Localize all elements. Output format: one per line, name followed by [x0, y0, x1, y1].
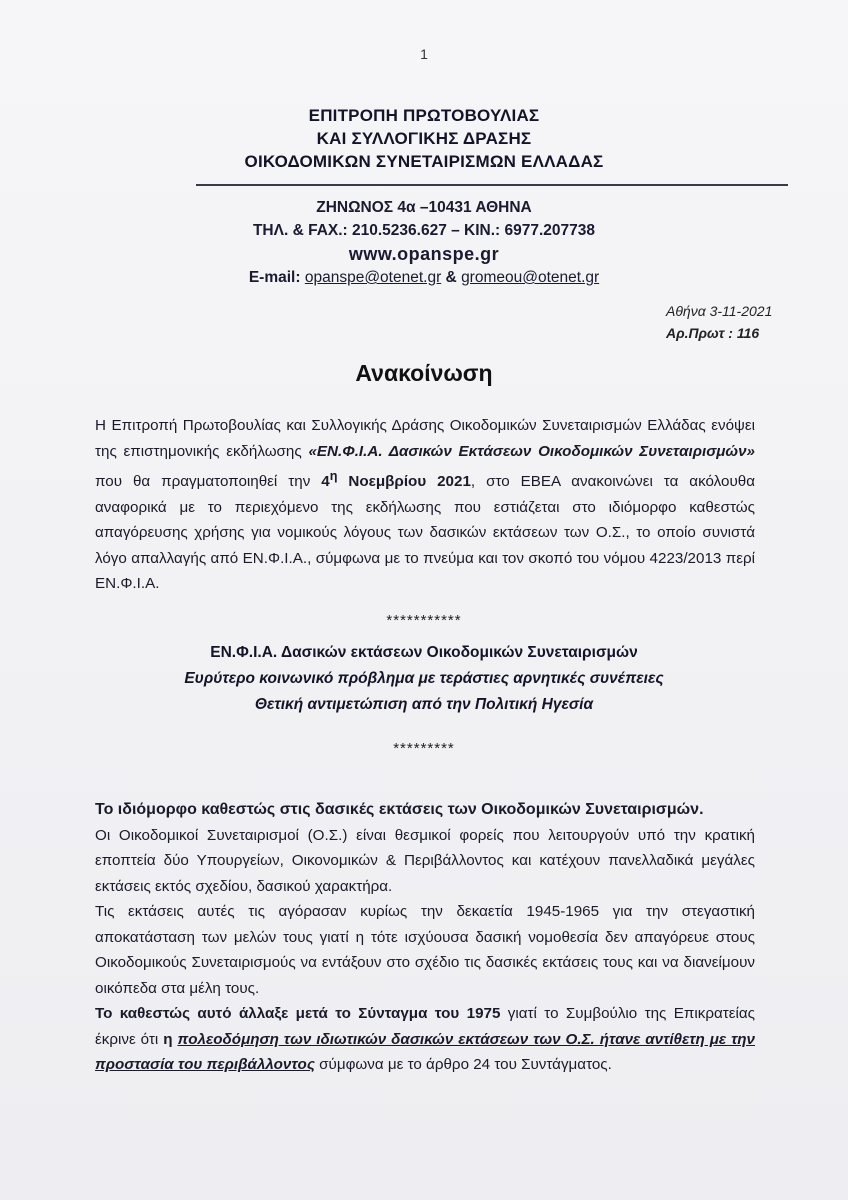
email-link-1[interactable]: opanspe@otenet.gr	[304, 269, 442, 286]
event-date	[321, 469, 471, 491]
document-date: Αθήνα 3-11-2021	[666, 303, 773, 319]
email-line	[0, 266, 848, 290]
org-name-line-2: ΚΑΙ ΣΥΛΛΟΓΙΚΗΣ ΔΡΑΣΗΣ	[316, 129, 532, 148]
para3-end: σύμφωνα με το άρθρο 24 του Συντάγματος.	[314, 1056, 612, 1073]
page-number: 1	[420, 46, 428, 62]
para3-underlined: πολεοδόμηση των ιδιωτικών δασικών εκτάσεων των Ο.Σ. ήτανε αντίθετη με την προστασία του περιβάλλοντος	[95, 1030, 755, 1073]
event-date-sup: η	[329, 469, 338, 483]
section-paragraph-2: Τις εκτάσεις αυτές τις αγόρασαν κυρίως την δεκαετία 1945-1965 για την στεγαστική αποκατάσταση των μελών τους γιατί η τότε ισχύουσα δασική νομοθεσία δεν απαγόρευε στους Οικοδομικούς Συνεταιρισμούς να εντάξουν στο σχέδιο τις δασικές εκτάσεις τους και να διανείμουν οικόπεδα στα μέλη τους.	[95, 903, 755, 997]
para3-h: η	[163, 1030, 178, 1048]
section-block	[95, 797, 755, 1078]
section-heading: Το ιδιόμορφο καθεστώς στις δασικές εκτάσεις των Οικοδομικών Συνεταιρισμών.	[95, 801, 704, 818]
para3-mid: γιατί το Συμβούλιο της Επικρατείας έκρινε ότι	[95, 1005, 755, 1048]
phone-fax: ΤΗΛ. & FAX.: 210.5236.627 – ΚΙΝ.: 6977.207738	[252, 222, 596, 239]
address: ΖΗΝΩΝΟΣ 4α –10431 ΑΘΗΝΑ	[316, 199, 532, 216]
organization-header	[0, 104, 848, 173]
event-date-day: 4	[321, 473, 330, 491]
org-name-line-3: ΟΙΚΟΔΟΜΙΚΩΝ ΣΥΝΕΤΑΙΡΙΣΜΩΝ ΕΛΛΑΔΑΣ	[244, 152, 604, 171]
event-name: «ΕΝ.Φ.Ι.Α. Δασικών Εκτάσεων Οικοδομικών Συνεταιρισμών»	[308, 442, 755, 460]
email-separator: &	[445, 269, 457, 286]
intro-text-1: Η Επιτροπή Πρωτοβουλίας και Συλλογικής Δράσης Οικοδομικών Συνεταιρισμών Ελλάδας ενόψει της επιστημονικής εκδήλωσης	[95, 417, 755, 460]
section-paragraph-1: Οι Οικοδομικοί Συνεταιρισμοί (Ο.Σ.) είναι θεσμικοί φορείς που λειτουργούν υπό την κρατική εποπτεία δύο Υπουργείων, Οικονομικών & Περιβάλλοντος και κατέχουν πανελλαδικά μεγάλες εκτάσεις εκτός σχεδίου, δασικού χαρακτήρα.	[95, 826, 755, 895]
intro-text-2: που θα πραγματοποιηθεί την	[95, 473, 322, 491]
website[interactable]: www.opanspe.gr	[348, 244, 500, 264]
subtitle-line-3: Θετική αντιμετώπιση από την Πολιτική Ηγεσία	[254, 696, 594, 713]
intro-text-3: , στο ΕΒΕΑ ανακοινώνει τα ακόλουθα αναφορικά με το περιεχόμενο της εκδήλωσης που εστιάζεται στο ιδιόμορφο καθεστώς απαγόρευσης χρήσης για νομικούς λόγους των δασικών εκτάσεων των Ο.Σ., το οποίο συνιστά λόγο απαλλαγής από ΕΝ.Φ.Ι.Α., σύμφωνα με το πνεύμα και τον σκοπό του νόμου 4223/2013 περί ΕΝ.Φ.Ι.Α.	[95, 473, 755, 593]
org-name-line-1: ΕΠΙΤΡΟΠΗ ΠΡΩΤΟΒΟΥΛΙΑΣ	[308, 106, 540, 125]
separator-2: *********	[393, 740, 455, 757]
email-link-2[interactable]: gromeou@otenet.gr	[461, 269, 600, 286]
subtitle-line-2: Ευρύτερο κοινωνικό πρόβλημα με τεράστιες αρνητικές συνέπειες	[184, 670, 664, 687]
section-paragraph-3	[95, 1001, 755, 1078]
subtitle-block	[0, 640, 848, 718]
document-title: Ανακοίνωση	[355, 360, 493, 386]
subtitle-line-1: ΕΝ.Φ.Ι.Α. Δασικών εκτάσεων Οικοδομικών Συνεταιρισμών	[210, 644, 638, 661]
event-date-rest: Νοεμβρίου 2021	[337, 473, 471, 491]
separator-1: ***********	[386, 612, 462, 629]
email-label: E-mail:	[248, 269, 301, 286]
protocol-number: Αρ.Πρωτ : 116	[666, 325, 760, 341]
date-block	[666, 300, 772, 344]
header-divider	[196, 184, 788, 186]
contact-block	[0, 196, 848, 290]
intro-paragraph	[95, 413, 755, 597]
para3-bold: Το καθεστώς αυτό άλλαξε μετά το Σύνταγμα του 1975	[95, 1005, 501, 1022]
